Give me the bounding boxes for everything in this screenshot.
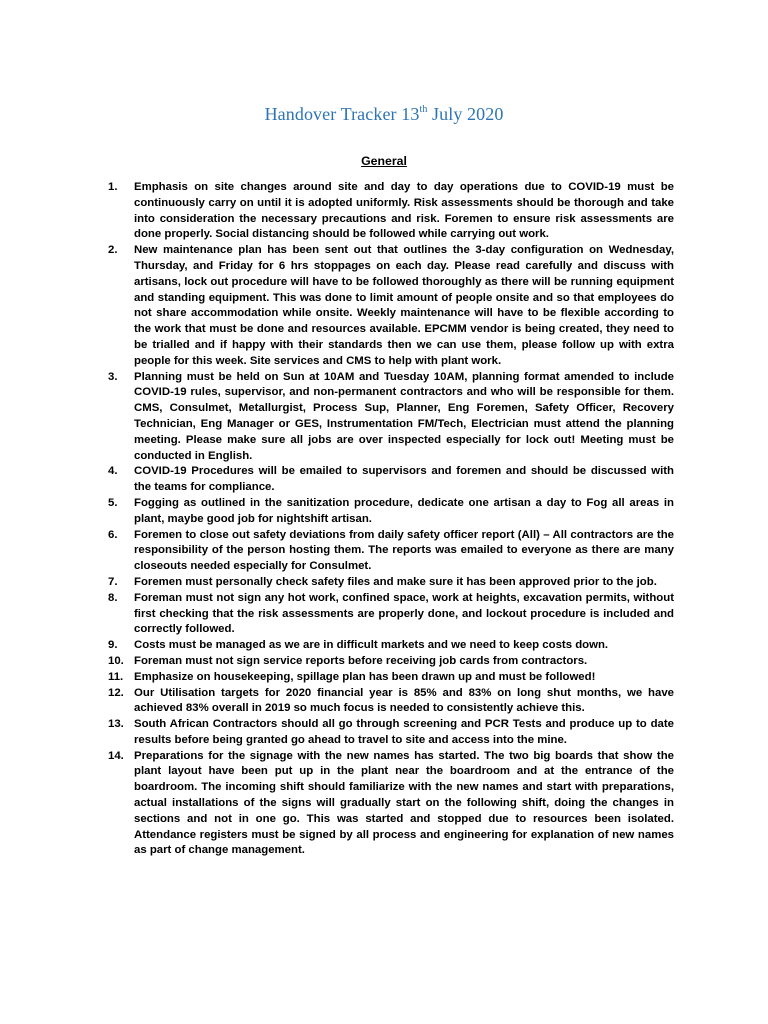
- list-item: [108, 749, 674, 860]
- item-text: Foreman must not sign service reports before receiving job cards from contractors.: [134, 654, 588, 667]
- list-item: [108, 464, 674, 496]
- item-number: 7.: [108, 575, 118, 588]
- item-number: 11.: [108, 670, 124, 683]
- item-text: Foremen to close out safety deviations from daily safety officer report (All) – All contractors are the responsibility of the person hosting them. The reports was emailed to everyone as there are many closeouts needed especially for Consulmet.: [134, 528, 674, 573]
- list-item: [108, 638, 674, 654]
- list-item: [108, 717, 674, 749]
- title-main: Handover Tracker 13: [264, 104, 420, 124]
- item-text: Planning must be held on Sun at 10AM and Tuesday 10AM, planning format amended to include COVID-19 rules, supervisor, and non-permanent contractors and who will be responsible for them. CMS, Consulmet, Metallurgist, Process Sup, Planner, Eng Foremen, Safety Officer, Recovery Technician, Eng Manager or GES, Instrumentation FM/Tech, Electrician must attend the planning meeting. Please make sure all jobs are over inspected especially for lock out! Meeting must be conducted in English.: [134, 370, 674, 462]
- title-superscript: th: [419, 104, 428, 115]
- list-item: [108, 686, 674, 718]
- item-text: South African Contractors should all go through screening and PCR Tests and produce up to date results before being granted go ahead to travel to site and access into the mine.: [134, 718, 674, 746]
- item-text: Costs must be managed as we are in difficult markets and we need to keep costs down.: [134, 639, 609, 652]
- item-text: Foremen must personally check safety files and make sure it has been approved prior to the job.: [134, 575, 657, 588]
- list-item: [108, 180, 674, 243]
- item-text: Fogging as outlined in the sanitization procedure, dedicate one artisan a day to Fog all areas in plant, maybe good job for nightshift artisan.: [134, 496, 674, 525]
- item-number: 14.: [108, 749, 124, 762]
- handover-list: [108, 180, 674, 859]
- list-item: [108, 496, 674, 528]
- item-text: New maintenance plan has been sent out that outlines the 3-day configuration on Wednesday, Thursday, and Friday for 6 hrs stoppages on each day. Please read carefully and discuss with artisans, lock out procedure will have to be followed thoroughly as there will be running equipment and standing equipment. This was done to limit amount of people onsite and so that employees do not share accommodation while onsite. Weekly maintenance will have to be flexible according to the work that must be done and resources available. EPCMM vendor is being created, they need to be trialled and if happy with their standards then we can use them, please follow up with extra people for this week. Site services and CMS to help with plant work.: [134, 244, 674, 367]
- document-title: [0, 102, 768, 126]
- item-text: Our Utilisation targets for 2020 financial year is 85% and 83% on long shut months, we have achieved 83% overall in 2019 so much focus is needed to consistently achieve this.: [134, 686, 674, 715]
- item-number: 5.: [108, 496, 118, 509]
- list-item: [108, 528, 674, 575]
- item-number: 1.: [108, 181, 118, 193]
- item-number: 3.: [108, 370, 118, 383]
- item-number: 12.: [108, 686, 124, 699]
- list-item: [108, 243, 674, 369]
- item-number: 6.: [108, 528, 118, 541]
- item-number: 10.: [108, 654, 124, 667]
- list-item: [108, 370, 674, 465]
- item-number: 13.: [108, 718, 124, 731]
- item-text: COVID-19 Procedures will be emailed to supervisors and foremen and should be discussed with the teams for compliance.: [134, 465, 674, 494]
- list-item: [108, 654, 674, 670]
- item-number: 8.: [108, 591, 118, 604]
- item-text: Preparations for the signage with the new names has started. The two big boards that show the plant layout have been put up in the plant near the boardroom and at the entrance of the boardroom. The incoming shift should familiarize with the new names and start with preparations, actual installations of the signs will gradually start on the following shift, doing the changes in sections and not in one go. This was started and stopped due to resources been isolated. Attendance registers must be signed by all process and engineering for explanation of new names as part of change management.: [134, 749, 674, 857]
- list-item: [108, 670, 674, 686]
- section-heading: General: [361, 154, 407, 168]
- item-text: Foreman must not sign any hot work, confined space, work at heights, excavation permits, without first checking that the risk assessments are properly done, and lockout procedure is included and correctly followed.: [134, 591, 674, 636]
- item-number: 2.: [108, 244, 118, 257]
- list-item: [108, 575, 674, 591]
- item-number: 4.: [108, 465, 118, 478]
- item-text: Emphasis on site changes around site and day to day operations due to COVID-19 must be continuously carry on until it is adopted uniformly. Risk assessments should be thorough and take into consideration the necessary precautions and risk. Foremen to ensure risk assessments are done properly. Social distancing should be followed while carrying out work.: [134, 181, 674, 241]
- title-rest: July 2020: [427, 104, 504, 124]
- item-number: 9.: [108, 639, 118, 652]
- list-item: [108, 591, 674, 638]
- item-text: Emphasize on housekeeping, spillage plan has been drawn up and must be followed!: [134, 670, 596, 683]
